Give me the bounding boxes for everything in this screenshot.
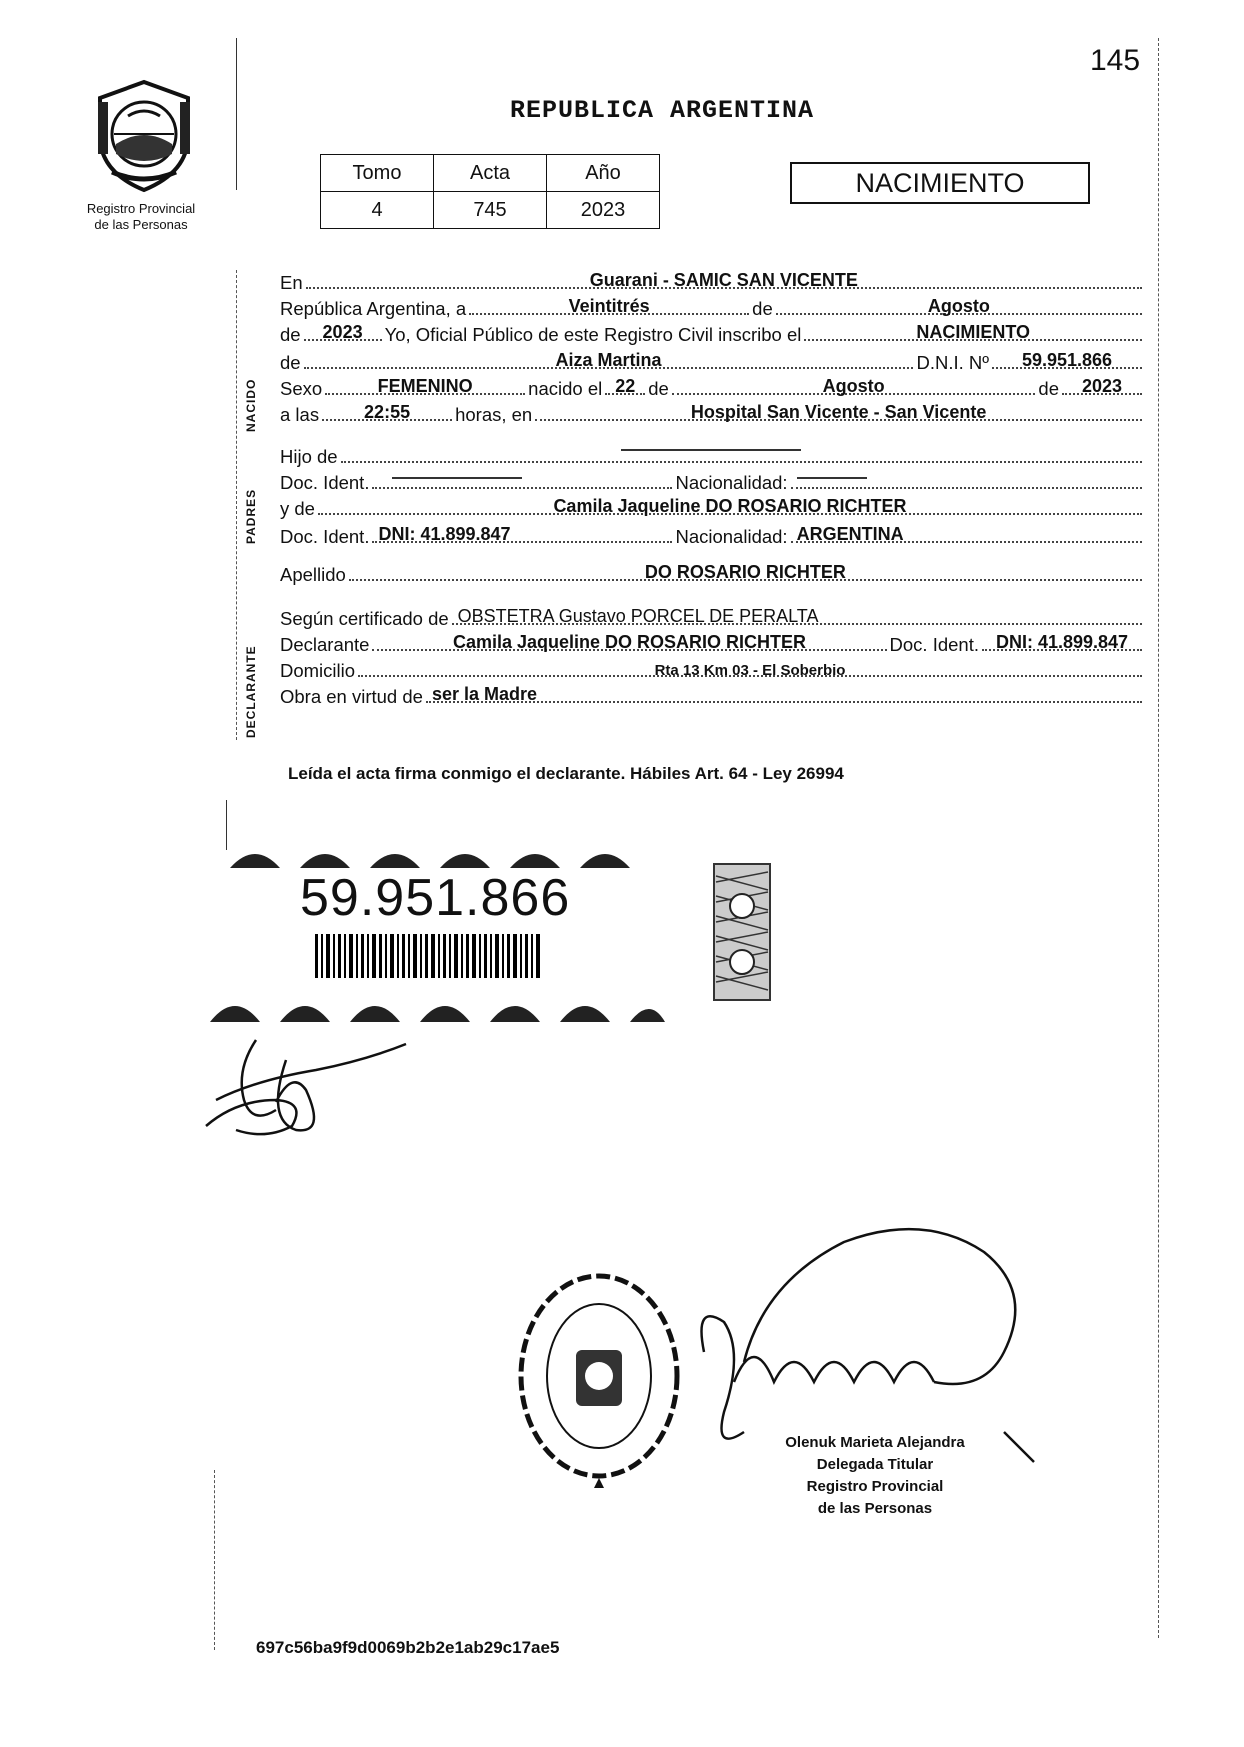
hologram-seal-icon [712, 862, 772, 1002]
decl-doc-value: DNI: 41.899.847 [995, 632, 1129, 652]
obra-label: Obra en virtud de [280, 686, 423, 707]
inscribe-label: Yo, Oficial Público de este Registro Civil inscribo el [384, 324, 802, 345]
obra-value: ser la Madre [431, 684, 538, 704]
nacido-label: nacido el [528, 378, 603, 399]
en-value: Guarani - SAMIC SAN VICENTE [589, 270, 858, 290]
row-inscribe [280, 320, 1145, 346]
decl-label: Declarante [280, 634, 370, 655]
anio-value: 2023 [547, 192, 660, 229]
lugar-value: Hospital San Vicente - San Vicente [690, 402, 987, 422]
official-round-stamp-icon [514, 1268, 684, 1488]
security-pattern-bottom-icon [210, 990, 665, 1022]
nacido-de-label: de [648, 378, 669, 399]
nacido-year-value: 2023 [1081, 376, 1123, 396]
barcode-sticker [210, 838, 665, 1030]
logo-text [84, 76, 85, 77]
dom-label: Domicilio [280, 660, 356, 681]
en-label: En [280, 272, 303, 293]
registry-label-1: Registro Provincial [86, 201, 196, 216]
row-doc1 [280, 468, 1145, 494]
official-registry-2: de las Personas [817, 1500, 933, 1517]
row-doc2 [280, 522, 1145, 548]
name-label: de [280, 352, 301, 373]
anio-header: Año [547, 155, 660, 192]
decl-doc-label: Doc. Ident. [889, 634, 979, 655]
left-margin-line-top [236, 38, 237, 190]
barcode-icon [315, 934, 545, 978]
dni-label: D.N.I. Nº [916, 352, 989, 373]
row-obra [280, 682, 1145, 708]
left-margin-line-bottom [214, 1470, 215, 1650]
apellido-value: DO ROSARIO RICHTER [644, 562, 846, 582]
declarant-signature-icon [196, 1030, 426, 1140]
doc2-value: DNI: 41.899.847 [378, 524, 511, 544]
row-fecha [280, 294, 1145, 320]
nac1-redacted [797, 477, 867, 479]
row-certificado [280, 604, 1145, 630]
section-declarante-label: DECLARANTE [244, 645, 258, 738]
barcode-number: 59.951.866 [300, 869, 571, 927]
registry-label-2: de las Personas [94, 217, 188, 232]
row-sexo [280, 374, 1145, 400]
row-madre [280, 494, 1145, 520]
security-pattern-icon [210, 838, 665, 870]
inscribe-value: NACIMIENTO [916, 322, 1031, 342]
tomo-value: 4 [321, 192, 434, 229]
nacido-day-value: 22 [615, 376, 636, 396]
horas-label: horas, en [455, 404, 533, 425]
decl-value: Camila Jaqueline DO ROSARIO RICHTER [452, 632, 807, 652]
right-margin-line [1158, 38, 1159, 1638]
yde-label: y de [280, 498, 315, 519]
official-role: Delegada Titular [816, 1456, 934, 1473]
document-hash: 697c56ba9f9d0069b2b2e1ab29c17ae5 [256, 1638, 560, 1657]
tomo-header: Tomo [321, 155, 434, 192]
hora-label: a las [280, 404, 320, 425]
sexo-value: FEMENINO [377, 376, 473, 396]
stamp-text [0, 0, 1, 1]
sexo-label: Sexo [280, 378, 323, 399]
reference-table [320, 154, 660, 229]
section-padres-label: PADRES [244, 488, 258, 544]
acta-header: Acta [434, 155, 547, 192]
dni-value: 59.951.866 [1021, 350, 1113, 370]
hijo-redacted [621, 449, 801, 451]
official-registry: Registro Provincial [806, 1478, 944, 1495]
left-margin-line-form [236, 270, 237, 740]
official-name-block [760, 1432, 990, 1520]
shield-emblem-icon [84, 76, 204, 196]
dom-value: Rta 13 Km 03 - El Soberbio [654, 662, 846, 679]
nac2-value: ARGENTINA [796, 524, 904, 544]
republica-label: República Argentina, a [280, 298, 467, 319]
row-apellido [280, 560, 1145, 586]
cert-label: Según certificado de [280, 608, 449, 629]
hora-value: 22:55 [364, 402, 411, 422]
nacido-de2-label: de [1038, 378, 1059, 399]
row-hijo [280, 442, 1145, 468]
year-prefix-label: de [280, 324, 301, 345]
doc2-label: Doc. Ident. [280, 526, 370, 547]
nac1-label: Nacionalidad: [675, 472, 788, 493]
official-name: Olenuk Marieta Alejandra [785, 1434, 965, 1451]
apellido-label: Apellido [280, 564, 346, 585]
doc1-label: Doc. Ident. [280, 472, 370, 493]
province-logo [84, 76, 204, 196]
nacido-month-value: Agosto [822, 376, 885, 396]
name-value: Aiza Martina [555, 350, 662, 370]
cert-value: OBSTETRA Gustavo PORCEL DE PERALTA [457, 606, 819, 626]
madre-value: Camila Jaqueline DO ROSARIO RICHTER [553, 496, 907, 516]
row-hora [280, 400, 1145, 426]
closing-statement: Leída el acta firma conmigo el declarante. Hábiles Art. 64 - Ley 26994 [288, 764, 844, 783]
row-en [280, 268, 1145, 294]
acta-value: 745 [434, 192, 547, 229]
section-nacido-label: NACIDO [244, 378, 258, 432]
document-type-box: NACIMIENTO [790, 162, 1090, 204]
row-domicilio [280, 656, 1145, 682]
doc1-redacted [392, 477, 522, 479]
year-value: 2023 [322, 322, 363, 342]
de-label: de [752, 298, 773, 319]
nac2-label: Nacionalidad: [675, 526, 788, 547]
mes-value: Agosto [927, 296, 990, 316]
hijo-label: Hijo de [280, 446, 338, 467]
page-number: 145 [1090, 44, 1141, 77]
row-declarante [280, 630, 1145, 656]
dia-value: Veintitrés [568, 296, 650, 316]
country-title: REPUBLICA ARGENTINA [510, 96, 815, 125]
row-nombre [280, 348, 1145, 374]
